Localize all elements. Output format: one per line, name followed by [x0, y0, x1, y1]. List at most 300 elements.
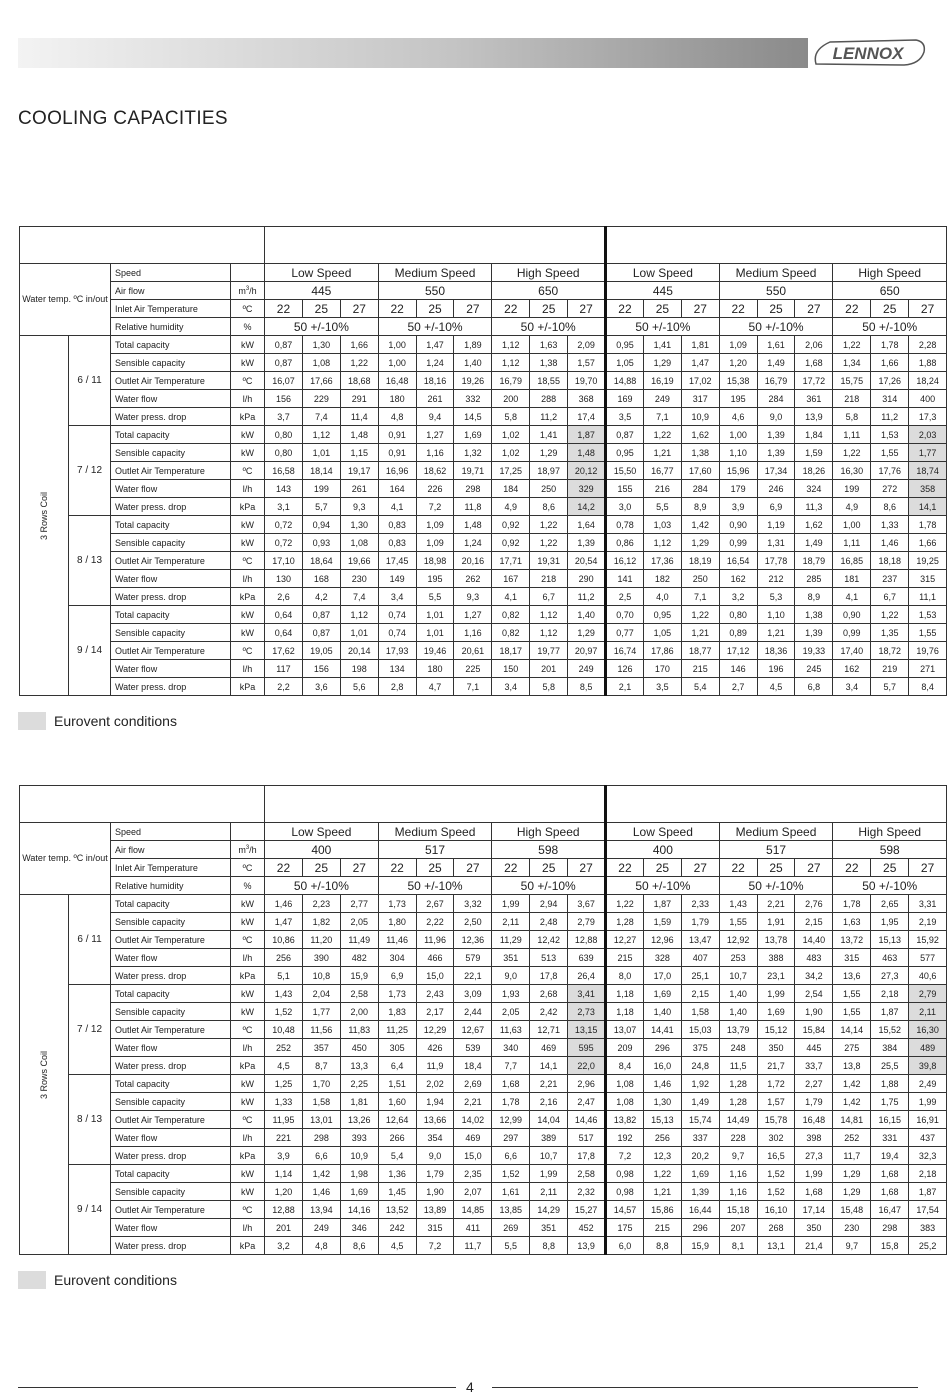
- row-label: Total capacity: [111, 985, 231, 1003]
- data-cell: 10,9: [340, 1147, 378, 1165]
- data-cell: 3,31: [909, 895, 947, 913]
- data-cell: 182: [643, 570, 681, 588]
- data-cell: 350: [795, 1219, 833, 1237]
- data-cell: 12,64: [378, 1111, 416, 1129]
- data-cell: 2,2: [265, 678, 303, 696]
- data-row: [20, 1201, 947, 1219]
- data-cell: 13,3: [340, 1057, 378, 1075]
- data-cell: 15,0: [454, 1147, 492, 1165]
- data-cell: 2,42: [530, 1003, 568, 1021]
- data-cell: 1,12: [643, 534, 681, 552]
- data-cell: 15,74: [681, 1111, 719, 1129]
- data-row: [20, 624, 947, 642]
- data-cell: 1,05: [643, 624, 681, 642]
- data-cell: 5,8: [492, 408, 530, 426]
- data-cell: 14,1: [909, 498, 947, 516]
- data-cell: 16,15: [871, 1111, 909, 1129]
- row-unit: l/h: [231, 390, 265, 408]
- data-cell: 1,22: [643, 426, 681, 444]
- data-cell: 1,68: [492, 1075, 530, 1093]
- eurovent-legend-swatch: [18, 712, 46, 730]
- data-cell: 9,0: [492, 967, 530, 985]
- data-cell: 0,99: [719, 534, 757, 552]
- data-cell: 579: [454, 949, 492, 967]
- water-temp-group: 8 / 13: [69, 516, 111, 606]
- data-cell: 11,1: [909, 588, 947, 606]
- data-cell: 288: [530, 390, 568, 408]
- data-row: [20, 1129, 947, 1147]
- data-cell: 1,48: [454, 516, 492, 534]
- data-cell: 6,6: [302, 1147, 340, 1165]
- data-cell: 3,67: [568, 895, 606, 913]
- data-cell: 2,16: [530, 1093, 568, 1111]
- data-cell: 1,08: [606, 1093, 644, 1111]
- data-cell: 1,49: [757, 354, 795, 372]
- data-cell: 368: [568, 390, 606, 408]
- data-cell: 12,99: [492, 1111, 530, 1129]
- row-label: Outlet Air Temperature: [111, 372, 231, 390]
- airflow-unit: $m^3/h$: [231, 841, 265, 859]
- data-cell: 14,29: [530, 1201, 568, 1219]
- data-cell: 15,13: [643, 1111, 681, 1129]
- data-cell: 212: [757, 570, 795, 588]
- row-unit: kW: [231, 895, 265, 913]
- data-cell: 8,9: [681, 498, 719, 516]
- data-cell: 1,90: [416, 1183, 454, 1201]
- data-cell: 0,99: [833, 624, 871, 642]
- data-cell: 1,08: [302, 354, 340, 372]
- row-label: Sensible capacity: [111, 913, 231, 931]
- coil-label-cell: [20, 895, 69, 1255]
- data-cell: 13,94: [302, 1201, 340, 1219]
- data-cell: 17,71: [492, 552, 530, 570]
- data-cell: 539: [454, 1039, 492, 1057]
- data-cell: 250: [681, 570, 719, 588]
- data-row: [20, 1003, 947, 1021]
- row-label: Total capacity: [111, 336, 231, 354]
- data-cell: 331: [871, 1129, 909, 1147]
- data-cell: 1,12: [340, 606, 378, 624]
- header-gradient-bar: [18, 38, 808, 68]
- data-row: [20, 967, 947, 985]
- speed-header: High Speed: [492, 264, 606, 282]
- data-cell: 1,87: [909, 1183, 947, 1201]
- data-cell: 16,79: [492, 372, 530, 390]
- data-cell: 6,7: [530, 588, 568, 606]
- data-cell: 228: [719, 1129, 757, 1147]
- data-cell: 0,92: [492, 534, 530, 552]
- data-cell: 15,38: [719, 372, 757, 390]
- data-cell: 324: [795, 480, 833, 498]
- data-cell: 1,15: [340, 444, 378, 462]
- airflow-row: [20, 841, 947, 859]
- row-unit: kW: [231, 444, 265, 462]
- data-cell: 1,03: [643, 516, 681, 534]
- data-cell: 1,00: [719, 426, 757, 444]
- rh-label: Relative humidity: [111, 877, 231, 895]
- data-cell: 7,1: [643, 408, 681, 426]
- data-cell: 5,8: [530, 678, 568, 696]
- data-cell: 18,68: [340, 372, 378, 390]
- data-cell: 8,4: [606, 1057, 644, 1075]
- data-cell: 215: [606, 949, 644, 967]
- data-cell: 16,30: [833, 462, 871, 480]
- row-unit: kPa: [231, 498, 265, 516]
- data-cell: 463: [871, 949, 909, 967]
- data-cell: 2,73: [568, 1003, 606, 1021]
- data-cell: 215: [681, 660, 719, 678]
- data-cell: 1,22: [833, 336, 871, 354]
- data-cell: 15,0: [416, 967, 454, 985]
- data-cell: 1,55: [871, 444, 909, 462]
- data-cell: 10,9: [681, 408, 719, 426]
- data-cell: 1,22: [340, 354, 378, 372]
- data-cell: 248: [719, 1039, 757, 1057]
- data-cell: 2,11: [909, 1003, 947, 1021]
- data-cell: 1,69: [340, 1183, 378, 1201]
- data-cell: 24,8: [681, 1057, 719, 1075]
- inlet-temp-value: 27: [795, 300, 833, 318]
- data-cell: 3,2: [719, 588, 757, 606]
- data-cell: 1,95: [871, 913, 909, 931]
- data-cell: 3,2: [265, 1237, 303, 1255]
- data-cell: 1,16: [416, 444, 454, 462]
- data-cell: 7,7: [492, 1057, 530, 1075]
- data-cell: 14,1: [530, 1057, 568, 1075]
- data-cell: 0,74: [378, 624, 416, 642]
- data-cell: 4,8: [302, 1237, 340, 1255]
- data-cell: 17,40: [833, 642, 871, 660]
- data-row: [20, 426, 947, 444]
- data-cell: 1,32: [454, 444, 492, 462]
- data-cell: 1,46: [643, 1075, 681, 1093]
- data-cell: 11,25: [378, 1021, 416, 1039]
- water-temp-group: 9 / 14: [69, 606, 111, 696]
- data-cell: 15,9: [681, 1237, 719, 1255]
- data-cell: 26,4: [568, 967, 606, 985]
- data-cell: 466: [416, 949, 454, 967]
- data-cell: 6,8: [795, 678, 833, 696]
- data-row: [20, 336, 947, 354]
- data-cell: 17,8: [568, 1147, 606, 1165]
- data-cell: 17,0: [643, 967, 681, 985]
- row-unit: l/h: [231, 1039, 265, 1057]
- data-cell: 21,7: [757, 1057, 795, 1075]
- data-cell: 1,57: [568, 354, 606, 372]
- data-cell: 1,29: [568, 624, 606, 642]
- data-cell: 9,4: [416, 408, 454, 426]
- data-cell: 5,5: [492, 1237, 530, 1255]
- data-row: [20, 949, 947, 967]
- data-row: [20, 570, 947, 588]
- data-cell: 20,12: [568, 462, 606, 480]
- data-cell: 0,87: [265, 354, 303, 372]
- data-cell: 8,1: [719, 1237, 757, 1255]
- data-cell: 1,69: [681, 1165, 719, 1183]
- data-cell: 4,9: [492, 498, 530, 516]
- inlet-temp-value: 22: [265, 300, 303, 318]
- data-cell: 19,77: [530, 642, 568, 660]
- data-cell: 1,29: [833, 1183, 871, 1201]
- data-cell: 1,24: [454, 534, 492, 552]
- data-cell: 3,1: [265, 498, 303, 516]
- data-cell: 1,47: [265, 913, 303, 931]
- data-cell: 18,72: [871, 642, 909, 660]
- data-cell: 16,96: [378, 462, 416, 480]
- data-cell: 16,47: [871, 1201, 909, 1219]
- data-cell: 1,66: [909, 534, 947, 552]
- data-cell: 1,40: [643, 1003, 681, 1021]
- data-cell: 14,04: [530, 1111, 568, 1129]
- inlet-temp-value: 22: [378, 300, 416, 318]
- data-cell: 12,42: [530, 931, 568, 949]
- data-row: [20, 408, 947, 426]
- data-cell: 0,82: [492, 606, 530, 624]
- inlet-temp-value: 27: [795, 859, 833, 877]
- data-cell: 13,79: [719, 1021, 757, 1039]
- data-cell: 1,68: [795, 354, 833, 372]
- speed-label: Speed: [111, 823, 231, 841]
- data-cell: 12,71: [530, 1021, 568, 1039]
- data-cell: 25,5: [871, 1057, 909, 1075]
- rh-unit: %: [231, 877, 265, 895]
- data-cell: 19,25: [909, 552, 947, 570]
- data-cell: 14,57: [606, 1201, 644, 1219]
- data-cell: 8,8: [643, 1237, 681, 1255]
- data-cell: 1,12: [492, 336, 530, 354]
- data-cell: 261: [416, 390, 454, 408]
- inlet-temp-value: 22: [606, 300, 644, 318]
- data-cell: 271: [909, 660, 947, 678]
- data-cell: 1,39: [568, 534, 606, 552]
- data-cell: 1,16: [719, 1183, 757, 1201]
- data-cell: 10,7: [530, 1147, 568, 1165]
- data-cell: 5,6: [340, 678, 378, 696]
- data-cell: 0,94: [302, 516, 340, 534]
- page-number: 4: [466, 1379, 474, 1395]
- data-cell: 1,42: [833, 1075, 871, 1093]
- data-cell: 0,87: [302, 624, 340, 642]
- data-cell: 19,70: [568, 372, 606, 390]
- data-cell: 1,47: [681, 354, 719, 372]
- data-cell: 5,4: [681, 678, 719, 696]
- data-cell: 201: [265, 1219, 303, 1237]
- data-cell: 390: [302, 949, 340, 967]
- data-cell: 15,75: [833, 372, 871, 390]
- data-cell: 2,15: [795, 913, 833, 931]
- data-cell: 1,38: [530, 354, 568, 372]
- row-unit: kPa: [231, 967, 265, 985]
- data-cell: 25,1: [681, 967, 719, 985]
- data-cell: 1,51: [378, 1075, 416, 1093]
- data-cell: 2,50: [454, 913, 492, 931]
- data-cell: 2,48: [530, 913, 568, 931]
- data-cell: 13,47: [681, 931, 719, 949]
- data-cell: 18,97: [530, 462, 568, 480]
- data-cell: 16,79: [757, 372, 795, 390]
- data-cell: 2,11: [492, 913, 530, 931]
- data-cell: 150: [492, 660, 530, 678]
- data-cell: 146: [719, 660, 757, 678]
- data-cell: 1,52: [757, 1183, 795, 1201]
- data-cell: 1,02: [492, 426, 530, 444]
- data-cell: 13,72: [833, 931, 871, 949]
- data-cell: 1,87: [871, 1003, 909, 1021]
- row-unit: ºC: [231, 1201, 265, 1219]
- data-cell: 7,1: [681, 588, 719, 606]
- airflow-value: 598: [833, 841, 947, 859]
- data-cell: 1,21: [757, 624, 795, 642]
- data-row: [20, 372, 947, 390]
- data-row: [20, 931, 947, 949]
- data-cell: 17,78: [757, 552, 795, 570]
- data-cell: 1,36: [378, 1165, 416, 1183]
- row-label: Outlet Air Temperature: [111, 1201, 231, 1219]
- speed-header: Medium Speed: [719, 823, 833, 841]
- data-cell: 354: [416, 1129, 454, 1147]
- data-cell: 357: [302, 1039, 340, 1057]
- data-cell: 1,40: [719, 1003, 757, 1021]
- data-cell: 2,03: [909, 426, 947, 444]
- data-cell: 1,27: [454, 606, 492, 624]
- data-cell: 218: [833, 390, 871, 408]
- data-cell: 2,33: [681, 895, 719, 913]
- data-cell: 1,73: [378, 895, 416, 913]
- data-cell: 4,2: [302, 588, 340, 606]
- rh-row: [20, 318, 947, 336]
- data-cell: 18,4: [454, 1057, 492, 1075]
- data-cell: 16,74: [606, 642, 644, 660]
- data-cell: 12,92: [719, 931, 757, 949]
- data-cell: 10,7: [719, 967, 757, 985]
- data-cell: 2,1: [606, 678, 644, 696]
- data-cell: 16,10: [757, 1201, 795, 1219]
- data-cell: 5,7: [302, 498, 340, 516]
- inlet-temp-row: [20, 859, 947, 877]
- data-cell: 14,40: [795, 931, 833, 949]
- data-cell: 0,90: [719, 516, 757, 534]
- row-unit: ºC: [231, 1021, 265, 1039]
- data-cell: 2,18: [909, 1165, 947, 1183]
- row-unit: kW: [231, 336, 265, 354]
- data-row: [20, 1165, 947, 1183]
- row-unit: kW: [231, 1075, 265, 1093]
- inlet-temp-value: 27: [340, 859, 378, 877]
- data-cell: 179: [719, 480, 757, 498]
- data-cell: 0,91: [378, 426, 416, 444]
- data-cell: 226: [416, 480, 454, 498]
- data-cell: 2,18: [871, 985, 909, 1003]
- data-cell: 14,14: [833, 1021, 871, 1039]
- data-cell: 117: [265, 660, 303, 678]
- data-cell: 245: [795, 660, 833, 678]
- data-cell: 1,33: [265, 1093, 303, 1111]
- airflow-value: 550: [719, 282, 833, 300]
- data-cell: 1,22: [681, 606, 719, 624]
- row-label: Water flow: [111, 1039, 231, 1057]
- data-cell: 1,61: [492, 1183, 530, 1201]
- data-cell: 1,55: [833, 1003, 871, 1021]
- data-cell: 7,4: [302, 408, 340, 426]
- data-cell: 290: [568, 570, 606, 588]
- data-cell: 162: [833, 660, 871, 678]
- data-cell: 14,81: [833, 1111, 871, 1129]
- data-cell: 12,29: [416, 1021, 454, 1039]
- data-cell: 1,38: [681, 444, 719, 462]
- data-cell: 156: [302, 660, 340, 678]
- row-label: Water press. drop: [111, 678, 231, 696]
- data-cell: 249: [302, 1219, 340, 1237]
- data-cell: 269: [492, 1219, 530, 1237]
- data-cell: 18,98: [416, 552, 454, 570]
- rh-value: 50 +/-10%: [606, 318, 720, 336]
- airflow-value: 445: [606, 282, 720, 300]
- rh-value: 50 +/-10%: [378, 877, 492, 895]
- data-cell: 0,83: [378, 534, 416, 552]
- data-cell: 201: [530, 660, 568, 678]
- inlet-temp-label: Inlet Air Temperature: [111, 300, 231, 318]
- data-cell: 2,00: [340, 1003, 378, 1021]
- data-cell: 6,0: [606, 1237, 644, 1255]
- data-cell: 20,16: [454, 552, 492, 570]
- data-cell: 407: [681, 949, 719, 967]
- data-row: [20, 1219, 947, 1237]
- data-row: [20, 606, 947, 624]
- row-unit: l/h: [231, 1129, 265, 1147]
- airflow-label: Air flow: [111, 282, 231, 300]
- data-cell: 249: [643, 390, 681, 408]
- data-cell: 1,63: [833, 913, 871, 931]
- data-cell: 15,78: [757, 1111, 795, 1129]
- data-cell: 1,25: [265, 1075, 303, 1093]
- data-cell: 1,46: [871, 534, 909, 552]
- data-cell: 9,7: [719, 1147, 757, 1165]
- data-row: [20, 552, 947, 570]
- water-temp-group: 6 / 11: [69, 336, 111, 426]
- data-cell: 19,66: [340, 552, 378, 570]
- row-label: Outlet Air Temperature: [111, 1021, 231, 1039]
- row-label: Total capacity: [111, 1165, 231, 1183]
- data-cell: 1,30: [340, 516, 378, 534]
- data-cell: 1,22: [530, 516, 568, 534]
- airflow-value: 517: [719, 841, 833, 859]
- inlet-temp-value: 27: [909, 300, 947, 318]
- data-cell: 1,01: [416, 606, 454, 624]
- data-cell: 1,53: [909, 606, 947, 624]
- data-cell: 1,05: [606, 354, 644, 372]
- data-cell: 9,7: [833, 1237, 871, 1255]
- data-cell: 199: [302, 480, 340, 498]
- data-cell: 4,1: [378, 498, 416, 516]
- water-temp-group: 9 / 14: [69, 1165, 111, 1255]
- data-cell: 0,92: [492, 516, 530, 534]
- data-cell: 351: [492, 949, 530, 967]
- data-cell: 1,12: [530, 606, 568, 624]
- data-row: [20, 1039, 947, 1057]
- data-cell: 1,79: [681, 913, 719, 931]
- data-cell: 3,6: [302, 678, 340, 696]
- row-label: Water press. drop: [111, 1147, 231, 1165]
- data-cell: 11,63: [492, 1021, 530, 1039]
- footer-line-left: [18, 1387, 456, 1388]
- data-cell: 639: [568, 949, 606, 967]
- data-cell: 1,40: [568, 606, 606, 624]
- data-cell: 1,12: [302, 426, 340, 444]
- row-label: Water press. drop: [111, 408, 231, 426]
- data-cell: 361: [795, 390, 833, 408]
- rh-value: 50 +/-10%: [719, 877, 833, 895]
- data-cell: 134: [378, 660, 416, 678]
